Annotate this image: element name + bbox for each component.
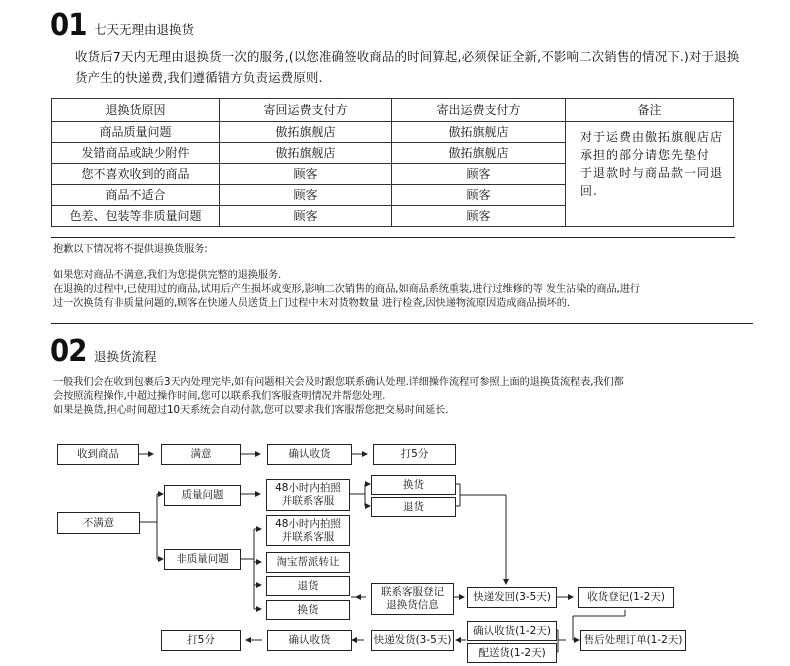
divider [51,237,735,238]
notice-line: 如果您对商品不满意,我们为您提供完整的退换服务. [53,270,282,281]
table-cell: 商品不适合 [52,185,220,206]
section1-paragraph: 收货后7天内无理由退换货一次的服务,(以您准确签收商品的时间算起,必须保证全新,不影响二次销售的情况下.)对于退换货产生的快递费,我们遵循错方负责运费原则. [75,49,740,85]
flow-box-confirm-receipt-b: 确认收货 [267,630,352,651]
flow-box-after-sale: 售后处理订单(1-2天) [580,630,686,651]
section2-number: 02 [50,334,87,369]
table-cell: 顾客 [392,164,566,185]
table-note: 对于运费由傲拓旗舰店店承担的部分请您先垫付 于退款时与商品款一同退回. [566,122,734,227]
section2-title: 退换货流程 [94,349,157,364]
notice-line: 在退换的过程中,已使用过的商品,试用后产生损坏或变形,影响二次销售的商品,如商品系统重装,进行过维修的等 发生沾染的商品,进行 [53,284,640,295]
section1-title: 七天无理由退换货 [94,22,195,37]
flow-box-satisfied: 满意 [161,444,241,465]
flow-box-photo-contact-1: 48小时内拍照 并联系客服 [266,479,350,511]
table-header-row [52,99,734,122]
table-row [52,122,734,143]
table-cell: 傲拓旗舰店 [220,122,392,143]
flow-paragraph-line: 如果是换货,担心时间超过10天系统会自动付款,您可以要求我们客服帮您把交易时间延长. [53,405,449,416]
flow-box-exchange-2: 换货 [266,600,350,620]
table-cell: 傲拓旗舰店 [392,122,566,143]
flow-box-return-1: 退货 [371,497,456,517]
table-header: 备注 [566,99,734,122]
section1-number: 01 [50,8,87,43]
flow-box-unsatisfied: 不满意 [57,512,140,534]
table-cell: 发错商品或缺少附件 [52,143,220,164]
flow-box-received: 收到商品 [57,444,139,465]
flow-box-receipt-register: 收货登记(1-2天) [578,587,674,608]
table-cell: 傲拓旗舰店 [392,143,566,164]
table-cell: 色差、包装等非质量问题 [52,206,220,227]
flow-box-return-2: 退货 [266,576,350,596]
table-cell: 顾客 [220,206,392,227]
flow-box-express-send: 快递发货(3-5天) [371,630,454,651]
flow-box-confirm-receipt-c: 确认收货(1-2天) [467,621,557,641]
flow-box-deliver-goods: 配送货(1-2天) [467,643,557,663]
policy-table [51,98,734,227]
table-cell: 傲拓旗舰店 [220,143,392,164]
table-cell: 顾客 [220,185,392,206]
flow-box-photo-contact-2: 48小时内拍照 并联系客服 [266,515,350,546]
table-header: 退换货原因 [52,99,220,122]
table-cell: 顾客 [220,164,392,185]
flow-paragraph-line: 一般我们会在收到包裹后3天内处理完毕,如有问题相关会及时跟您联系确认处理.详细操作流程可参照上面的退换货流程表,我们都 [53,377,624,388]
flow-box-non-quality-issue: 非质量问题 [164,549,241,570]
flow-box-express-back: 快递发回(3-5天) [467,587,557,608]
table-header: 寄出运费支付方 [392,99,566,122]
section-divider [51,323,753,324]
flow-box-confirm-receipt: 确认收货 [267,444,352,465]
notice-title: 抱歉以下情况将不提供退换货服务: [53,244,208,255]
table-cell: 顾客 [392,206,566,227]
table-header: 寄回运费支付方 [220,99,392,122]
table-cell: 您不喜欢收到的商品 [52,164,220,185]
notice-line: 过一次换货有非质量问题的,顾客在快递人员送货上门过程中未对货物数量 进行检查,因快递物流原因造成商品损坏的. [53,298,570,309]
flow-box-rate-5: 打5分 [373,444,456,465]
flow-box-rate-5-b: 打5分 [161,630,241,651]
flow-box-contact-register: 联系客服登记 退换货信息 [371,583,454,615]
flow-paragraph-line: 会按照流程操作,中超过操作时间,您可以联系我们客服查明情况并帮您处理. [53,391,386,402]
flow-box-taobao-forward: 淘宝帮派转让 [266,552,350,573]
flow-box-exchange-1: 换货 [371,475,456,495]
table-cell: 顾客 [392,185,566,206]
table-cell: 商品质量问题 [52,122,220,143]
flow-box-quality-issue: 质量问题 [164,485,241,506]
